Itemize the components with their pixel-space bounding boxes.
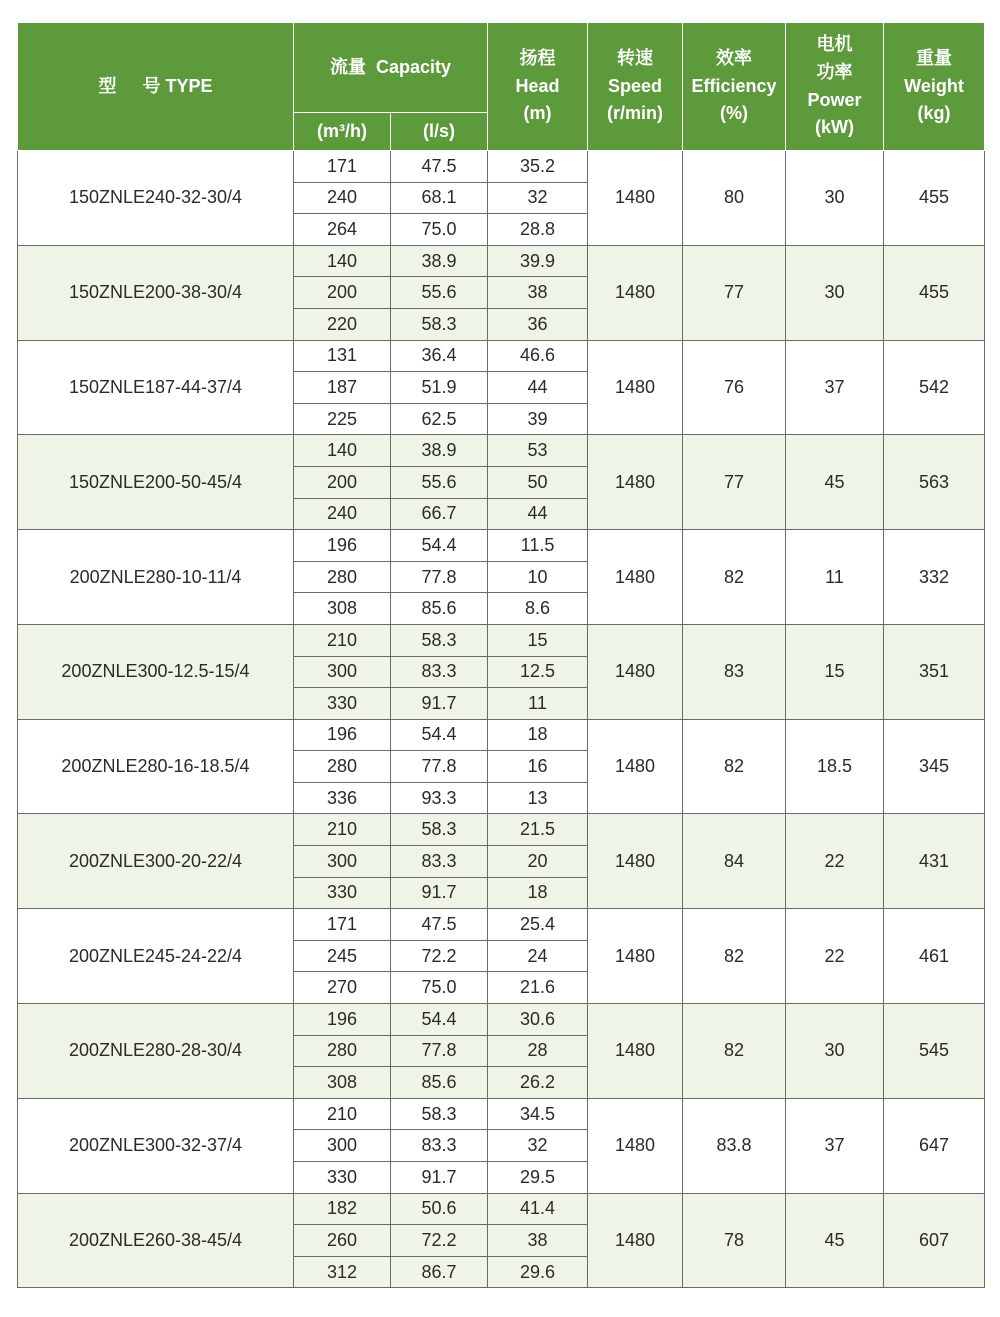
capacity-m3h-cell: 330 xyxy=(294,688,391,720)
model-type-cell: 150ZNLE200-50-45/4 xyxy=(18,435,294,530)
spec-table-container xyxy=(17,22,984,1288)
efficiency-cell: 82 xyxy=(683,719,786,814)
header-capacity-ls: (l/s) xyxy=(391,113,488,151)
model-type-cell: 150ZNLE187-44-37/4 xyxy=(18,340,294,435)
capacity-m3h-cell: 240 xyxy=(294,498,391,530)
weight-cell: 461 xyxy=(884,909,985,1004)
head-cell: 11 xyxy=(488,688,588,720)
table-row xyxy=(18,151,985,183)
capacity-m3h-cell: 308 xyxy=(294,1067,391,1099)
head-cell: 35.2 xyxy=(488,151,588,183)
capacity-m3h-cell: 182 xyxy=(294,1193,391,1225)
capacity-m3h-cell: 140 xyxy=(294,435,391,467)
weight-cell: 431 xyxy=(884,814,985,909)
model-type-cell: 200ZNLE260-38-45/4 xyxy=(18,1193,294,1288)
weight-cell: 345 xyxy=(884,719,985,814)
weight-cell: 545 xyxy=(884,1004,985,1099)
capacity-ls-cell: 58.3 xyxy=(391,308,488,340)
efficiency-cell: 78 xyxy=(683,1193,786,1288)
header-head-unit: (m) xyxy=(523,103,552,124)
efficiency-cell: 80 xyxy=(683,151,786,246)
capacity-ls-cell: 91.7 xyxy=(391,688,488,720)
capacity-ls-cell: 47.5 xyxy=(391,909,488,941)
speed-cell: 1480 xyxy=(588,340,683,435)
head-cell: 10 xyxy=(488,561,588,593)
capacity-m3h-cell: 196 xyxy=(294,530,391,562)
capacity-ls-cell: 54.4 xyxy=(391,530,488,562)
header-type xyxy=(18,23,294,151)
header-capacity xyxy=(294,23,488,113)
header-efficiency-en: Efficiency xyxy=(691,75,777,96)
power-cell: 22 xyxy=(786,909,884,1004)
head-cell: 18 xyxy=(488,877,588,909)
capacity-m3h-cell: 300 xyxy=(294,656,391,688)
power-cell: 15 xyxy=(786,624,884,719)
capacity-m3h-cell: 300 xyxy=(294,846,391,878)
weight-cell: 542 xyxy=(884,340,985,435)
weight-cell: 647 xyxy=(884,1098,985,1193)
head-cell: 32 xyxy=(488,1130,588,1162)
weight-cell: 607 xyxy=(884,1193,985,1288)
capacity-m3h-cell: 312 xyxy=(294,1256,391,1288)
capacity-ls-cell: 47.5 xyxy=(391,151,488,183)
header-weight-cn: 重量 xyxy=(916,47,952,68)
capacity-m3h-cell: 330 xyxy=(294,877,391,909)
table-row xyxy=(18,814,985,846)
efficiency-cell: 82 xyxy=(683,1004,786,1099)
weight-cell: 563 xyxy=(884,435,985,530)
capacity-ls-cell: 83.3 xyxy=(391,656,488,688)
head-cell: 41.4 xyxy=(488,1193,588,1225)
capacity-ls-cell: 75.0 xyxy=(391,972,488,1004)
header-power-unit: (kW) xyxy=(815,117,854,138)
head-cell: 18 xyxy=(488,719,588,751)
efficiency-cell: 84 xyxy=(683,814,786,909)
capacity-m3h-cell: 280 xyxy=(294,1035,391,1067)
power-cell: 18.5 xyxy=(786,719,884,814)
model-type-cell: 200ZNLE245-24-22/4 xyxy=(18,909,294,1004)
capacity-m3h-cell: 260 xyxy=(294,1225,391,1257)
capacity-ls-cell: 83.3 xyxy=(391,1130,488,1162)
head-cell: 21.6 xyxy=(488,972,588,1004)
head-cell: 50 xyxy=(488,466,588,498)
model-type-cell: 150ZNLE200-38-30/4 xyxy=(18,245,294,340)
speed-cell: 1480 xyxy=(588,245,683,340)
efficiency-cell: 83.8 xyxy=(683,1098,786,1193)
power-cell: 30 xyxy=(786,1004,884,1099)
capacity-ls-cell: 58.3 xyxy=(391,624,488,656)
table-row xyxy=(18,624,985,656)
speed-cell: 1480 xyxy=(588,1193,683,1288)
capacity-m3h-cell: 225 xyxy=(294,403,391,435)
capacity-m3h-cell: 280 xyxy=(294,751,391,783)
speed-cell: 1480 xyxy=(588,151,683,246)
table-row xyxy=(18,1098,985,1130)
capacity-ls-cell: 85.6 xyxy=(391,1067,488,1099)
model-type-cell: 150ZNLE240-32-30/4 xyxy=(18,151,294,246)
header-capacity-m3h: (m³/h) xyxy=(294,113,391,151)
capacity-ls-cell: 72.2 xyxy=(391,940,488,972)
header-efficiency-unit: (%) xyxy=(720,103,748,124)
capacity-m3h-cell: 300 xyxy=(294,1130,391,1162)
head-cell: 32 xyxy=(488,182,588,214)
model-type-cell: 200ZNLE300-32-37/4 xyxy=(18,1098,294,1193)
capacity-ls-cell: 77.8 xyxy=(391,751,488,783)
power-cell: 30 xyxy=(786,245,884,340)
efficiency-cell: 83 xyxy=(683,624,786,719)
power-cell: 30 xyxy=(786,151,884,246)
capacity-m3h-cell: 200 xyxy=(294,466,391,498)
table-row xyxy=(18,1004,985,1036)
speed-cell: 1480 xyxy=(588,719,683,814)
head-cell: 28.8 xyxy=(488,214,588,246)
capacity-ls-cell: 91.7 xyxy=(391,877,488,909)
head-cell: 44 xyxy=(488,372,588,404)
header-type-cn2: 号 xyxy=(142,75,161,96)
capacity-ls-cell: 58.3 xyxy=(391,814,488,846)
capacity-m3h-cell: 336 xyxy=(294,782,391,814)
speed-cell: 1480 xyxy=(588,1004,683,1099)
speed-cell: 1480 xyxy=(588,909,683,1004)
capacity-ls-cell: 77.8 xyxy=(391,561,488,593)
head-cell: 16 xyxy=(488,751,588,783)
capacity-m3h-cell: 196 xyxy=(294,1004,391,1036)
capacity-m3h-cell: 187 xyxy=(294,372,391,404)
capacity-m3h-cell: 220 xyxy=(294,308,391,340)
header-type-cn1: 型 xyxy=(98,75,117,96)
head-cell: 26.2 xyxy=(488,1067,588,1099)
capacity-ls-cell: 86.7 xyxy=(391,1256,488,1288)
speed-cell: 1480 xyxy=(588,814,683,909)
capacity-ls-cell: 55.6 xyxy=(391,277,488,309)
speed-cell: 1480 xyxy=(588,624,683,719)
head-cell: 15 xyxy=(488,624,588,656)
header-speed-en: Speed xyxy=(607,75,663,96)
capacity-m3h-cell: 240 xyxy=(294,182,391,214)
capacity-ls-cell: 62.5 xyxy=(391,403,488,435)
head-cell: 21.5 xyxy=(488,814,588,846)
capacity-m3h-cell: 210 xyxy=(294,1098,391,1130)
table-row xyxy=(18,719,985,751)
power-cell: 37 xyxy=(786,1098,884,1193)
table-row xyxy=(18,1193,985,1225)
header-efficiency-cn: 效率 xyxy=(716,47,752,68)
capacity-ls-cell: 93.3 xyxy=(391,782,488,814)
capacity-ls-cell: 75.0 xyxy=(391,214,488,246)
capacity-ls-cell: 55.6 xyxy=(391,466,488,498)
capacity-m3h-cell: 171 xyxy=(294,151,391,183)
table-row xyxy=(18,530,985,562)
header-head-en: Head xyxy=(515,75,560,96)
head-cell: 25.4 xyxy=(488,909,588,941)
capacity-m3h-cell: 308 xyxy=(294,593,391,625)
header-power-cn1: 电机 xyxy=(816,33,853,54)
speed-cell: 1480 xyxy=(588,1098,683,1193)
capacity-ls-cell: 58.3 xyxy=(391,1098,488,1130)
table-header xyxy=(18,23,985,151)
weight-cell: 351 xyxy=(884,624,985,719)
power-cell: 22 xyxy=(786,814,884,909)
header-type-en: TYPE xyxy=(165,75,213,96)
capacity-ls-cell: 51.9 xyxy=(391,372,488,404)
power-cell: 45 xyxy=(786,435,884,530)
capacity-m3h-cell: 280 xyxy=(294,561,391,593)
capacity-m3h-cell: 245 xyxy=(294,940,391,972)
head-cell: 29.5 xyxy=(488,1162,588,1194)
head-cell: 38 xyxy=(488,277,588,309)
capacity-m3h-cell: 264 xyxy=(294,214,391,246)
head-cell: 39 xyxy=(488,403,588,435)
model-type-cell: 200ZNLE280-28-30/4 xyxy=(18,1004,294,1099)
capacity-ls-cell: 91.7 xyxy=(391,1162,488,1194)
capacity-m3h-cell: 140 xyxy=(294,245,391,277)
power-cell: 37 xyxy=(786,340,884,435)
head-cell: 44 xyxy=(488,498,588,530)
header-power xyxy=(786,23,884,151)
table-row xyxy=(18,909,985,941)
head-cell: 38 xyxy=(488,1225,588,1257)
table-row xyxy=(18,340,985,372)
model-type-cell: 200ZNLE300-20-22/4 xyxy=(18,814,294,909)
header-power-en: Power xyxy=(807,89,862,110)
header-head-cn: 扬程 xyxy=(519,47,556,68)
power-cell: 45 xyxy=(786,1193,884,1288)
capacity-m3h-cell: 210 xyxy=(294,624,391,656)
head-cell: 20 xyxy=(488,846,588,878)
weight-cell: 332 xyxy=(884,530,985,625)
header-weight-en: Weight xyxy=(904,75,964,96)
header-efficiency xyxy=(683,23,786,151)
head-cell: 12.5 xyxy=(488,656,588,688)
header-capacity-cn: 流量 xyxy=(329,56,366,77)
head-cell: 46.6 xyxy=(488,340,588,372)
head-cell: 24 xyxy=(488,940,588,972)
power-cell: 11 xyxy=(786,530,884,625)
efficiency-cell: 82 xyxy=(683,909,786,1004)
capacity-m3h-cell: 210 xyxy=(294,814,391,846)
capacity-ls-cell: 72.2 xyxy=(391,1225,488,1257)
table-row xyxy=(18,435,985,467)
head-cell: 34.5 xyxy=(488,1098,588,1130)
capacity-ls-cell: 38.9 xyxy=(391,435,488,467)
head-cell: 36 xyxy=(488,308,588,340)
model-type-cell: 200ZNLE300-12.5-15/4 xyxy=(18,624,294,719)
header-capacity-en: Capacity xyxy=(375,56,452,77)
capacity-ls-cell: 38.9 xyxy=(391,245,488,277)
header-speed xyxy=(588,23,683,151)
capacity-ls-cell: 54.4 xyxy=(391,1004,488,1036)
capacity-ls-cell: 36.4 xyxy=(391,340,488,372)
head-cell: 13 xyxy=(488,782,588,814)
head-cell: 8.6 xyxy=(488,593,588,625)
efficiency-cell: 82 xyxy=(683,530,786,625)
capacity-m3h-cell: 196 xyxy=(294,719,391,751)
header-speed-cn: 转速 xyxy=(617,47,653,68)
header-head xyxy=(488,23,588,151)
capacity-ls-cell: 50.6 xyxy=(391,1193,488,1225)
speed-cell: 1480 xyxy=(588,435,683,530)
header-weight-unit: (kg) xyxy=(917,103,951,124)
capacity-m3h-cell: 200 xyxy=(294,277,391,309)
capacity-m3h-cell: 131 xyxy=(294,340,391,372)
efficiency-cell: 77 xyxy=(683,435,786,530)
head-cell: 53 xyxy=(488,435,588,467)
capacity-m3h-cell: 270 xyxy=(294,972,391,1004)
head-cell: 28 xyxy=(488,1035,588,1067)
capacity-m3h-cell: 330 xyxy=(294,1162,391,1194)
capacity-ls-cell: 85.6 xyxy=(391,593,488,625)
head-cell: 30.6 xyxy=(488,1004,588,1036)
header-speed-unit: (r/min) xyxy=(607,103,663,124)
capacity-ls-cell: 66.7 xyxy=(391,498,488,530)
head-cell: 11.5 xyxy=(488,530,588,562)
speed-cell: 1480 xyxy=(588,530,683,625)
model-type-cell: 200ZNLE280-10-11/4 xyxy=(18,530,294,625)
capacity-m3h-cell: 171 xyxy=(294,909,391,941)
header-power-cn2: 功率 xyxy=(816,61,853,82)
capacity-ls-cell: 54.4 xyxy=(391,719,488,751)
weight-cell: 455 xyxy=(884,245,985,340)
weight-cell: 455 xyxy=(884,151,985,246)
model-type-cell: 200ZNLE280-16-18.5/4 xyxy=(18,719,294,814)
capacity-ls-cell: 77.8 xyxy=(391,1035,488,1067)
capacity-ls-cell: 83.3 xyxy=(391,846,488,878)
capacity-ls-cell: 68.1 xyxy=(391,182,488,214)
header-weight xyxy=(884,23,985,151)
head-cell: 39.9 xyxy=(488,245,588,277)
head-cell: 29.6 xyxy=(488,1256,588,1288)
table-row xyxy=(18,245,985,277)
table-body xyxy=(18,151,985,1288)
pump-spec-table xyxy=(17,22,985,1288)
efficiency-cell: 76 xyxy=(683,340,786,435)
efficiency-cell: 77 xyxy=(683,245,786,340)
